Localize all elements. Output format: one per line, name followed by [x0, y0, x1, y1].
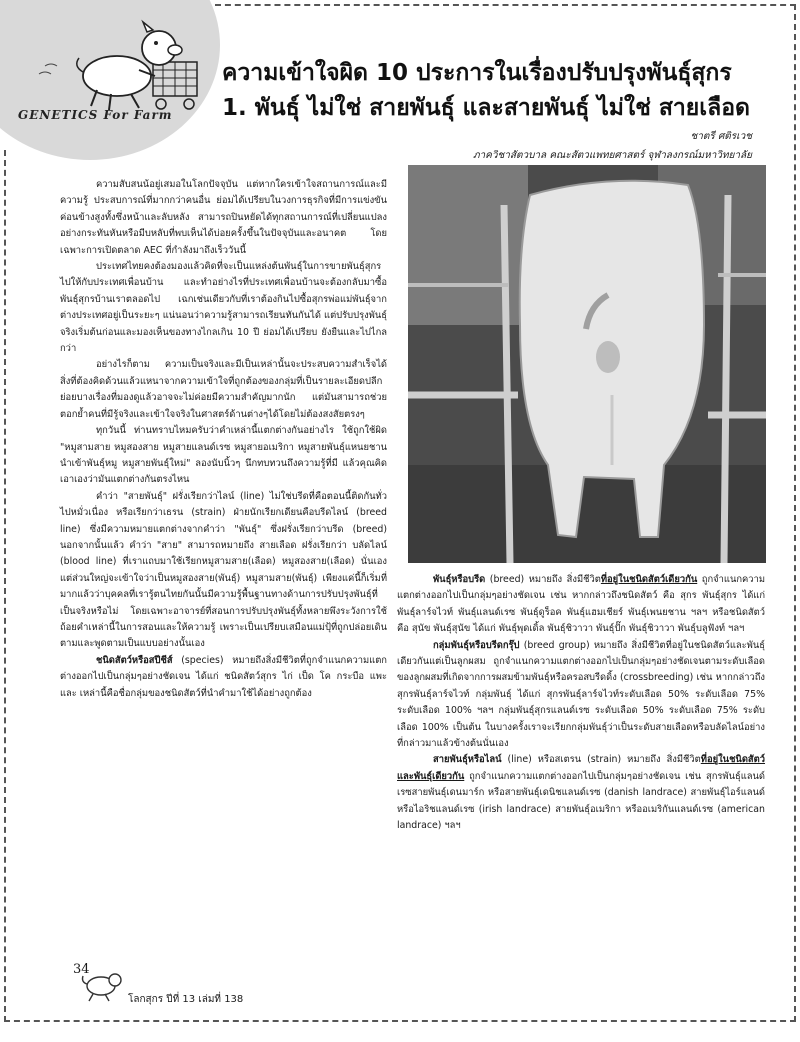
issue-label: โลกสุกร ปีที่ 13 เล่มที่ 138	[128, 994, 244, 1005]
paragraph-question: ทุกวันนี้ ท่านทราบไหมครับว่าคำเหล่านี้แตกต่างกันอย่างไร ใช้ถูกใช้ผิด "หมูสามสาย หมูสองสาย หมูสายแลนด์เรซ หมูสายอเมริกา หมูสายพันธุ์แหนยชาน นำเข้าพันธุ์หมู หมูสายพันธุ์ใหม่" ลองนับนิ้วๆ นึกทบทวนถึงความรู้ที่มี แล้วคุณคิดเอาเองว่ามันแตกต่างกันตรงไหน	[60, 425, 387, 486]
page-frame-right	[794, 4, 796, 1022]
paragraph-intro: ความสับสนน้อยู่เสมอในโลกปัจจุบัน แต่หากใครเข้าใจสถานการณ์และมีความรู้ ประสบการณ์ที่มากกว่าคนอื่น ย่อมได้เปรียบในวงการธุรกิจที่มีการแข่งขันค่อนข้างสูงทั้งซึ่งหน้าและลับหลัง สามารถปินหยัดได้ทุกสถานการณ์ที่เปลี่ยนแปลงอย่างกระทันหันหรือมีบหลับที่พบเห็นได้บ่อยครั้งขึ้นในปัจจุบันและอนาคต โดยเฉพาะการเปิดตลาด AEC ที่กำลังมาถึงเร็ววันนี้	[60, 179, 387, 256]
byline	[473, 127, 752, 165]
paragraph-line-definition: คำว่า "สายพันธุ์" ฝรั่งเรียกว่าไลน์ (line) ไม่ใช่บรีดที่คือตอนนี้ติดกันทั่วไปหมั่วเนื่อง หรือเรียกว่าเธรน (strain) ฝ่ายนักเรียกเดียนคือบรีดไลน์ (breed line) ซึ่งมีความหมายแตกต่างจากคำว่า "พันธุ์" ซึ่งฝรั่งเรียกว่าบรีด (breed) นอกจากนั้นแล้ว คำว่า "สาย" สามารถหมายถึง สายเลือด ฝรั่งเรียกว่า บลัดไลน์ (blood line) ที่เราแถบมาใช้เรียกหมูสามสาย(เลือด) หมูสองสาย(เลือด) นั่นเอง แต่ส่วนใหญ่จะเข้าใจว่าเป็นหมูสองสาย(พันธุ์) หมูสามสาย(พันธุ์) เพียงแค่นี้ก็เริ่มที่มากแล้วว่าบุคคลที่เรารู้ตนไทยกันนั้นมีความรู้พื้นฐานทางด้านการปรับปรุงพันธุ์ที่เป็นจริงหรือไม่ โดยเฉพาะอาจารย์ที่สอนการปรับปรุงพันธุ์ทั้งหลายพึงระวังการใช้ถ้อยคำเหล่านี้ในการสอนและให้ความรู้ เพราะเป็นเปรียบเสมือนแม่ปุ้ที่ถูกปล่อยเดินตามและพูดตามเป็นแบบอย่างนั้นเอง	[60, 490, 387, 650]
paragraph-export: ประเทศไทยคงต้องมองแล้วคิดที่จะเป็นแหล่งต้นพันธุ์ในการขายพันธุ์สุกรไปให้กับประเทศเพื่อนบ้าน และทำอย่างไรที่ประเทศเพื่อนบ้านจะต้องกลับมาซื้อพันธุ์สุกรบ้านเราตลอดไป เฉกเช่นเดียวกับที่เราต้องกินไปซื้อสุกรพ่อแม่พันธุ์จากต่างประเทศอยู่เป็นระยะๆ แน่นอนว่าความรู้สามารถเรียนทันกันได้ แต่ปรับปรุงพันธุ์จริงเริ่มต้นก่อนและมองเห็นของทางไกลเกิน 10 ปี ย่อมได้เปรียบ ยังยืนและไปไกลกว่า	[60, 261, 387, 355]
term-line: สายพันธุ์หรือไลน์	[433, 754, 502, 766]
pig-mascot-icon	[35, 18, 205, 118]
section-badge-label: GENETICS For Farm	[18, 108, 173, 122]
paragraph-breed: พันธุ์หรือบรีด (breed) หมายถึง สิ่งมีชีวิตที่อยู่ในชนิดสัตว์เดียวกัน ถูกจำแนกความแตกต่างออกไปเป็นกลุ่มๆอย่างชัดเจน เช่น หากกล่าวถึงชนิดสัตว์ คือ สุกร พันธุ์สุกร ได้แก่ พันธุ์ลาร์จไวท์ พันธุ์แลนด์เรซ พันธุ์ดูร็อค พันธุ์แฮมเชียร์ พันธุ์เพนยชาน ฯลฯ หรือชนิดสัตว์ คือ สุนัข พันธุ์สุนัข ได้แก่ พันธุ์พุดเดิ้ล พันธุ์ชิวาวา พันธุ์ปั๊ก พันธุ์ชิวาวา พันธุ์บลูฟังท์ ฯลฯ	[397, 574, 766, 635]
pig-rear-photo	[408, 165, 766, 563]
term-species: ชนิดสัตว์หรือสปีชีส์	[96, 654, 173, 666]
species-definition: (species) หมายถึงสิ่งมีชีวิตที่ถูกจำแนกความแตกต่างออกไปเป็นกลุ่มๆอย่างชัดเจน ได้แก่ ชนิดสัตว์สุกร ไก่ เป็ด โค กระบือ แพะ และ เหล่านี้คือชื่อกลุ่มของชนิดสัตว์ที่นำคำมาใช้ได้อย่างถูกต้อง	[60, 654, 387, 699]
line-emphasis: ที่อยู่ในชนิดสัตว์และพันธุ์เดียวกัน	[397, 754, 766, 782]
article-title-line-1: ความเข้าใจผิด 10 ประการในเรื่องปรับปรุงพันธุ์สุกร	[222, 60, 732, 86]
page-number: 34	[73, 962, 90, 977]
paragraph-breed-group: กลุ่มพันธุ์หรือบรีดกรุ๊ป (breed group) หมายถึง สิ่งมีชีวิตที่อยู่ในชนิดสัตว์และพันธุ์เดียวกันแต่เป็นลูกผสม ถูกจำแนกความแตกต่างออกไปเป็นกลุ่มๆอย่างชัดเจนตามระดับเลือดของลูกผสมที่เกิดจากการผสมข้ามพันธุ์หรือครอสบรีดดิ้ง (crossbreeding) เช่น หากกล่าวถึงสุกรพันธุ์ลาร์จไวท์ กลุ่มพันธุ์ ได้แก่ สุกรพันธุ์ลาร์จไวท์ระดับเลือด 50% ระดับเลือด 75% ระดับเลือด 100% ฯลฯ กลุ่มพันธุ์สุกรแลนด์เรซ ระดับเลือด 50% ระดับเลือด 75% ระดับเลือด 100% เป็นต้น ในบางครั้งเราจะเรียกกลุ่มพันธุ์ว่าเป็นระดับสายเลือดหรือบลัดไลน์อย่างที่กล่าวมาแล้วข้างต้นนั่นเอง	[397, 639, 765, 750]
paragraph-species	[60, 653, 387, 702]
article-title-line-2: 1. พันธุ์ ไม่ใช่ สายพันธุ์ และสายพันธุ์ ไม่ใช่ สายเลือด	[222, 95, 750, 121]
author-affiliation: ภาควิชาสัตวบาล คณะสัตวแพทยศาสตร์ จุฬาลงกรณ์มหาวิทยาลัย	[472, 150, 752, 161]
paragraph-understanding: อย่างไรก็ตาม ความเป็นจริงและมีเป็นเหล่านั้นจะประสบความสำเร็จได้ สิ่งที่ต้องคิดด้วนแล้วแหนาจากความเข้าใจที่ถูกต้องของกลุ่มที่เป็นรายละเอียดปลีกย่อยบางเรื่องที่มองดูแล้วอาจจะไม่ค่อยมีความสำคัญมากนัก แต่มันสามารถช่วยตอกย้ำคนที่มีรู้จริงและเข้าใจจริงในศาสตร์ด้านต่างๆได้โดยไม่ต้องสงสัยตรงๆ	[60, 359, 387, 420]
author-name: ชาตรี ศติรเวช	[690, 131, 752, 142]
paragraph-line: สายพันธุ์หรือไลน์ (line) หรือสเตรน (strain) หมายถึง สิ่งมีชีวิตที่อยู่ในชนิดสัตว์และพันธุ์เดียวกัน ถูกจำแนกความแตกต่างออกไปเป็นกลุ่มๆอย่างชัดเจน เช่น สุกรพันธุ์แลนด์เรซสายพันธุ์เดนมาร์ก หรือสายพันธุ์เดนิชแลนด์เรซ (danish landrace) สายพันธุ์ไอร์แลนด์ หรือไอริชแลนด์เรซ (irish landrace) สายพันธุ์อเมริกา หรืออเมริกันแลนด์เรซ (american landrace) ฯลฯ	[397, 754, 766, 832]
page-frame-left	[4, 150, 6, 1022]
page-frame-bottom	[4, 1020, 796, 1022]
left-column	[60, 177, 387, 702]
right-column	[397, 572, 765, 835]
page-frame-top	[215, 4, 796, 6]
term-breed: พันธุ์หรือบรีด	[433, 574, 486, 585]
term-breed-group: กลุ่มพันธุ์หรือบรีดกรุ๊ป	[433, 639, 520, 651]
breed-emphasis: ที่อยู่ในชนิดสัตว์เดียวกัน	[600, 574, 698, 585]
